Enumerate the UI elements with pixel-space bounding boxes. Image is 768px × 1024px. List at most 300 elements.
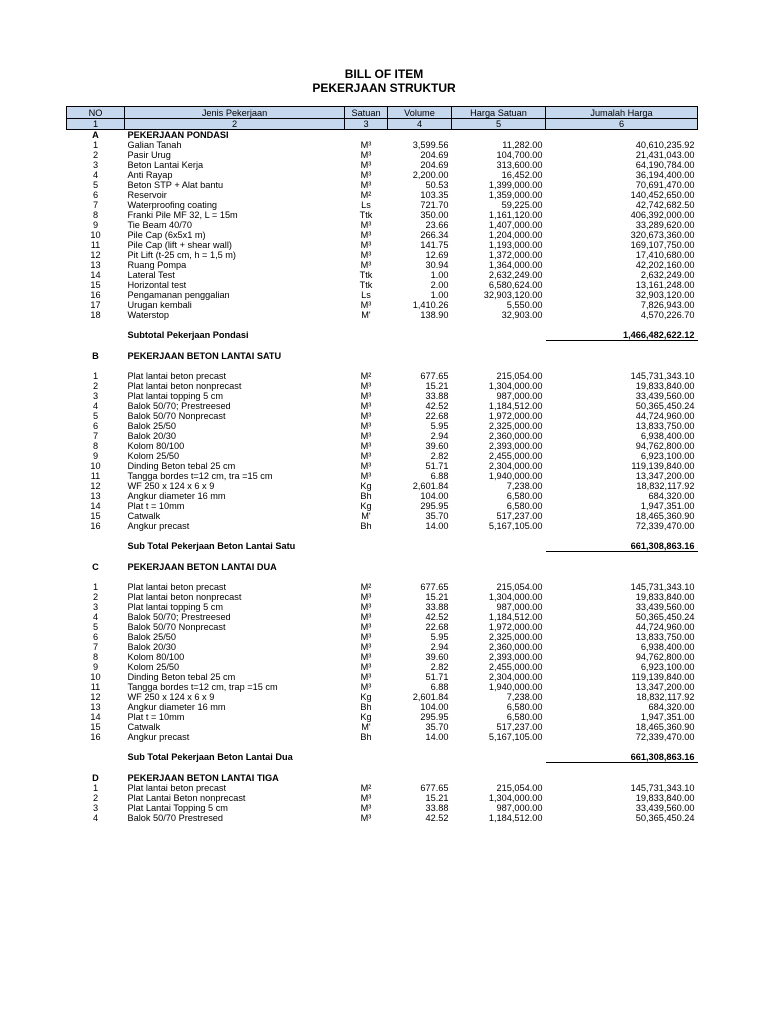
section-code: A	[92, 130, 99, 140]
item-total: 36,194,400.00	[635, 170, 695, 180]
item-volume: 2,601.84	[412, 692, 449, 702]
table-row	[67, 582, 698, 592]
item-volume: 266.34	[420, 230, 449, 240]
item-no: 15	[90, 722, 101, 732]
empty-cell	[452, 763, 546, 774]
item-total: 50,365,450.24	[635, 612, 695, 622]
col-number: 1	[67, 119, 125, 130]
table-row	[67, 280, 698, 290]
item-volume: 22.68	[425, 622, 449, 632]
item-total: 18,465,360.90	[635, 722, 695, 732]
item-no: 15	[90, 280, 101, 290]
item-no: 8	[92, 210, 99, 220]
item-total: 13,833,750.00	[635, 421, 695, 431]
empty-cell	[452, 351, 546, 361]
table-row	[67, 813, 698, 823]
item-job: Plat t = 10mm	[127, 501, 185, 511]
empty-cell	[388, 572, 452, 582]
empty-cell	[452, 130, 546, 141]
table-row	[67, 692, 698, 702]
item-unit-price: 6,580.00	[506, 702, 543, 712]
empty-cell	[452, 361, 546, 371]
item-total: 140,452,650.00	[630, 190, 695, 200]
item-unit-price: 32,903,120.00	[483, 290, 543, 300]
table-row	[67, 612, 698, 622]
item-unit: M³	[360, 381, 372, 391]
item-no: 1	[92, 140, 99, 150]
item-no: 4	[92, 813, 99, 823]
item-unit-price: 1,304,000.00	[488, 592, 543, 602]
item-job: Angkur diameter 16 mm	[127, 491, 226, 501]
item-volume: 22.68	[425, 411, 449, 421]
item-no: 6	[92, 632, 99, 642]
table-row	[67, 240, 698, 250]
item-unit-price: 1,193,000.00	[488, 240, 543, 250]
item-total: 684,320.00	[648, 491, 695, 501]
item-total: 72,339,470.00	[635, 521, 695, 531]
item-unit-price: 2,360,000.00	[488, 431, 543, 441]
table-row	[67, 471, 698, 481]
table-row	[67, 391, 698, 401]
empty-cell	[388, 361, 452, 371]
empty-cell	[546, 351, 698, 361]
item-unit: M³	[360, 391, 372, 401]
empty-cell	[345, 562, 388, 572]
item-volume: 14.00	[425, 521, 449, 531]
item-job: Urugan kembali	[127, 300, 192, 310]
item-unit: M³	[360, 300, 372, 310]
table-row	[67, 672, 698, 682]
item-unit: Ls	[361, 290, 371, 300]
empty-cell	[546, 531, 698, 541]
item-job: Plat lantai beton precast	[127, 783, 227, 793]
table-row	[67, 662, 698, 672]
item-total: 6,938,400.00	[640, 642, 695, 652]
item-total: 13,347,200.00	[635, 471, 695, 481]
item-unit-price: 1,304,000.00	[488, 793, 543, 803]
empty-cell	[452, 320, 546, 330]
empty-cell	[546, 130, 698, 141]
item-job: Kolom 80/100	[127, 441, 185, 451]
item-unit: M³	[360, 672, 372, 682]
item-job: Dinding Beton tebal 25 cm	[127, 672, 236, 682]
item-total: 13,161,248.00	[635, 280, 695, 290]
item-no: 4	[92, 612, 99, 622]
item-unit: M'	[361, 511, 371, 521]
item-unit: M³	[360, 793, 372, 803]
item-job: Dinding Beton tebal 25 cm	[127, 461, 236, 471]
item-total: 42,202,160.00	[635, 260, 695, 270]
item-unit-price: 1,359,000.00	[488, 190, 543, 200]
item-no: 18	[90, 310, 101, 320]
item-unit: M³	[360, 682, 372, 692]
item-volume: 677.65	[420, 371, 449, 381]
table-row	[67, 401, 698, 411]
item-unit-price: 16,452.00	[501, 170, 543, 180]
col-number: 5	[452, 119, 546, 130]
item-no: 9	[92, 451, 99, 461]
table-row	[67, 682, 698, 692]
table-row	[67, 511, 698, 521]
item-volume: 104.00	[420, 702, 449, 712]
item-job: Pit Lift (t-25 cm, h = 1,5 m)	[127, 250, 236, 260]
spacer-row	[67, 531, 698, 541]
item-volume: 42.52	[425, 612, 449, 622]
item-job: WF 250 x 124 x 6 x 9	[127, 692, 215, 702]
spacer-row	[67, 742, 698, 752]
item-no: 1	[92, 582, 99, 592]
subtotal-row	[67, 752, 698, 763]
item-volume: 51.71	[425, 672, 449, 682]
item-total: 18,832,117.92	[636, 481, 695, 491]
item-volume: 103.35	[420, 190, 449, 200]
empty-cell	[67, 752, 125, 763]
spacer-row	[67, 320, 698, 330]
item-job: Balok 20/30	[127, 642, 177, 652]
item-volume: 15.21	[425, 793, 449, 803]
item-unit-price: 215,054.00	[496, 783, 543, 793]
table-row	[67, 230, 698, 240]
item-no: 10	[90, 672, 101, 682]
empty-cell	[388, 351, 452, 361]
empty-cell	[345, 763, 388, 774]
empty-cell	[546, 742, 698, 752]
item-no: 8	[92, 652, 99, 662]
col-number: 3	[345, 119, 388, 130]
table-row	[67, 411, 698, 421]
item-volume: 295.95	[420, 712, 449, 722]
item-no: 16	[90, 290, 101, 300]
item-no: 5	[92, 622, 99, 632]
empty-cell	[345, 742, 388, 752]
col-number: 6	[546, 119, 698, 130]
empty-cell	[546, 763, 698, 774]
empty-cell	[452, 572, 546, 582]
item-unit: M³	[360, 240, 372, 250]
empty-cell	[67, 531, 125, 541]
subtotal-value: 1,466,482,622.12	[546, 330, 698, 341]
table-row	[67, 180, 698, 190]
empty-cell	[67, 341, 125, 352]
item-unit-price: 6,580.00	[506, 712, 543, 722]
table-row	[67, 491, 698, 501]
item-no: 3	[92, 602, 99, 612]
item-total: 50,365,450.24	[635, 401, 695, 411]
section-code: D	[92, 773, 99, 783]
item-unit-price: 7,238.00	[506, 692, 543, 702]
item-volume: 2,200.00	[412, 170, 449, 180]
item-job: Balok 50/70; Prestreesed	[127, 401, 231, 411]
item-total: 6,938,400.00	[640, 431, 695, 441]
item-unit-price: 1,399,000.00	[488, 180, 543, 190]
item-job: Kolom 80/100	[127, 652, 185, 662]
item-no: 16	[90, 732, 101, 742]
item-job: Kolom 25/50	[127, 662, 180, 672]
section-code: B	[92, 351, 99, 361]
item-volume: 141.75	[420, 240, 449, 250]
item-no: 7	[92, 200, 99, 210]
item-unit-price: 517,237.00	[496, 511, 543, 521]
item-volume: 15.21	[425, 381, 449, 391]
item-unit: M³	[360, 421, 372, 431]
item-total: 169,107,750.00	[630, 240, 695, 250]
item-job: Pengamanan penggalian	[127, 290, 230, 300]
table-row	[67, 722, 698, 732]
item-volume: 104.00	[420, 491, 449, 501]
item-total: 119,139,840.00	[631, 461, 695, 471]
item-no: 14	[90, 712, 101, 722]
item-volume: 50.53	[425, 180, 449, 190]
item-unit: Bh	[360, 491, 372, 501]
empty-cell	[345, 572, 388, 582]
item-job: Tie Beam 40/70	[127, 220, 193, 230]
item-job: Plat Lantai Topping 5 cm	[127, 803, 228, 813]
col-header-total: Jumalah Harga	[546, 107, 698, 119]
empty-cell	[125, 742, 345, 752]
empty-cell	[452, 562, 546, 572]
item-unit-price: 215,054.00	[496, 582, 543, 592]
item-unit-price: 5,167,105.00	[488, 521, 543, 531]
item-volume: 39.60	[425, 441, 449, 451]
item-job: Lateral Test	[127, 270, 175, 280]
item-total: 13,347,200.00	[635, 682, 695, 692]
item-unit: M³	[360, 602, 372, 612]
item-total: 6,923,100.00	[640, 662, 695, 672]
item-job: Balok 20/30	[127, 431, 177, 441]
item-unit: M³	[360, 642, 372, 652]
item-unit: M²	[360, 582, 372, 592]
item-volume: 6.88	[430, 682, 449, 692]
item-unit-price: 215,054.00	[496, 371, 543, 381]
item-unit-price: 6,580.00	[506, 491, 543, 501]
item-no: 3	[92, 803, 99, 813]
col-number: 2	[125, 119, 345, 130]
empty-cell	[345, 351, 388, 361]
item-job: Reservoir	[127, 190, 167, 200]
table-row	[67, 592, 698, 602]
item-no: 2	[92, 150, 99, 160]
section-title: PEKERJAAN BETON LANTAI DUA	[127, 562, 277, 572]
item-volume: 51.71	[425, 461, 449, 471]
item-total: 33,289,620.00	[635, 220, 695, 230]
item-unit: M³	[360, 431, 372, 441]
item-volume: 721.70	[420, 200, 449, 210]
item-unit-price: 6,580,624.00	[488, 280, 543, 290]
empty-cell	[546, 562, 698, 572]
empty-cell	[452, 552, 546, 563]
item-total: 94,762,800.00	[635, 652, 695, 662]
item-unit: Bh	[360, 702, 372, 712]
item-unit-price: 2,455,000.00	[488, 451, 543, 461]
item-unit: Bh	[360, 521, 372, 531]
item-volume: 42.52	[425, 813, 449, 823]
item-unit: M³	[360, 662, 372, 672]
table-row	[67, 793, 698, 803]
empty-cell	[452, 742, 546, 752]
col-header-unit: Satuan	[345, 107, 388, 119]
item-unit-price: 59,225.00	[501, 200, 543, 210]
table-row	[67, 220, 698, 230]
item-no: 2	[92, 592, 99, 602]
table-row	[67, 521, 698, 531]
item-no: 7	[92, 431, 99, 441]
subtotal-row	[67, 541, 698, 552]
item-job: Plat t = 10mm	[127, 712, 185, 722]
spacer-row	[67, 572, 698, 582]
item-unit-price: 2,304,000.00	[488, 461, 543, 471]
table-row	[67, 461, 698, 471]
item-total: 1,947,351.00	[640, 712, 695, 722]
table-row	[67, 170, 698, 180]
item-total: 19,833,840.00	[635, 381, 695, 391]
item-unit: M³	[360, 612, 372, 622]
item-no: 15	[90, 511, 101, 521]
item-no: 5	[92, 411, 99, 421]
item-job: Plat lantai beton nonprecast	[127, 592, 242, 602]
item-unit-price: 2,455,000.00	[488, 662, 543, 672]
item-volume: 2.94	[430, 431, 449, 441]
item-unit-price: 2,360,000.00	[488, 642, 543, 652]
item-no: 11	[90, 471, 101, 481]
item-unit-price: 987,000.00	[496, 803, 543, 813]
item-job: Plat lantai topping 5 cm	[127, 391, 224, 401]
item-unit-price: 313,600.00	[496, 160, 543, 170]
item-unit: M'	[361, 722, 371, 732]
item-total: 72,339,470.00	[635, 732, 695, 742]
table-body	[67, 130, 698, 824]
empty-cell	[452, 531, 546, 541]
item-unit: M³	[360, 140, 372, 150]
item-no: 9	[92, 662, 99, 672]
empty-cell	[67, 572, 125, 582]
item-unit-price: 2,325,000.00	[488, 632, 543, 642]
item-job: Horizontal test	[127, 280, 187, 290]
item-volume: 30.94	[425, 260, 449, 270]
item-total: 64,190,784.00	[635, 160, 695, 170]
item-unit-price: 2,304,000.00	[488, 672, 543, 682]
table-row	[67, 642, 698, 652]
subtotal-label: Sub Total Pekerjaan Beton Lantai Satu	[127, 541, 296, 552]
item-no: 10	[90, 461, 101, 471]
item-job: Tangga bordes t=12 cm, tra =15 cm	[127, 471, 273, 481]
item-unit-price: 1,372,000.00	[488, 250, 543, 260]
empty-cell	[67, 330, 125, 341]
item-job: Anti Rayap	[127, 170, 173, 180]
item-volume: 3,599.56	[412, 140, 449, 150]
subtotal-value: 661,308,863.16	[546, 752, 698, 763]
item-total: 320,673,360.00	[630, 230, 695, 240]
table-row	[67, 371, 698, 381]
item-volume: 1.00	[430, 270, 449, 280]
table-row	[67, 160, 698, 170]
empty-cell	[546, 773, 698, 783]
table-row	[67, 732, 698, 742]
document-subtitle: PEKERJAAN STRUKTUR	[312, 81, 456, 95]
table-row	[67, 481, 698, 491]
item-no: 8	[92, 441, 99, 451]
empty-cell	[345, 130, 388, 141]
item-volume: 5.95	[430, 421, 449, 431]
item-total: 18,465,360.90	[635, 511, 695, 521]
item-volume: 6.88	[430, 471, 449, 481]
item-no: 12	[90, 250, 101, 260]
item-volume: 2.00	[430, 280, 449, 290]
item-no: 9	[92, 220, 99, 230]
item-no: 5	[92, 180, 99, 190]
item-unit-price: 517,237.00	[496, 722, 543, 732]
item-unit: M³	[360, 220, 372, 230]
item-volume: 33.88	[425, 391, 449, 401]
table-row	[67, 431, 698, 441]
empty-cell	[546, 320, 698, 330]
item-unit: M³	[360, 451, 372, 461]
item-unit-price: 7,238.00	[506, 481, 543, 491]
item-no: 3	[92, 391, 99, 401]
item-unit-price: 1,161,120.00	[488, 210, 543, 220]
table-row	[67, 310, 698, 320]
item-unit: M³	[360, 632, 372, 642]
empty-cell	[67, 552, 125, 563]
item-total: 6,923,100.00	[640, 451, 695, 461]
item-unit: M³	[360, 160, 372, 170]
col-header-job: Jenis Pekerjaan	[125, 107, 345, 119]
item-unit: M³	[360, 652, 372, 662]
item-no: 6	[92, 190, 99, 200]
item-no: 12	[90, 481, 101, 491]
empty-cell	[125, 572, 345, 582]
item-job: Franki Pile MF 32, L = 15m	[127, 210, 238, 220]
item-volume: 138.90	[420, 310, 449, 320]
table-row	[67, 140, 698, 150]
item-total: 44,724,960.00	[635, 622, 695, 632]
item-job: Beton Lantai Kerja	[127, 160, 204, 170]
col-header-unit-price: Harga Satuan	[452, 107, 546, 119]
item-unit-price: 1,184,512.00	[488, 612, 543, 622]
item-total: 19,833,840.00	[635, 793, 695, 803]
item-no: 1	[92, 371, 99, 381]
empty-cell	[345, 531, 388, 541]
table-row	[67, 290, 698, 300]
item-unit: M³	[360, 461, 372, 471]
item-unit: M³	[360, 180, 372, 190]
item-volume: 1,410.26	[412, 300, 449, 310]
item-volume: 677.65	[420, 783, 449, 793]
item-unit: M³	[360, 250, 372, 260]
item-volume: 2.82	[430, 451, 449, 461]
table-row	[67, 702, 698, 712]
item-total: 7,826,943.00	[640, 300, 695, 310]
item-volume: 204.69	[420, 160, 449, 170]
table-row	[67, 803, 698, 813]
empty-cell	[345, 361, 388, 371]
empty-cell	[125, 531, 345, 541]
item-total: 684,320.00	[648, 702, 695, 712]
table-row	[67, 210, 698, 220]
table-row	[67, 150, 698, 160]
item-volume: 23.66	[425, 220, 449, 230]
empty-cell	[67, 742, 125, 752]
item-volume: 2.94	[430, 642, 449, 652]
item-total: 4,570,226.70	[640, 310, 695, 320]
empty-cell	[67, 541, 125, 552]
item-unit: Kg	[360, 501, 372, 511]
item-unit-price: 1,364,000.00	[488, 260, 543, 270]
empty-cell	[125, 361, 345, 371]
item-no: 13	[90, 260, 101, 270]
item-unit-price: 104,700.00	[496, 150, 543, 160]
item-no: 2	[92, 793, 99, 803]
table-row	[67, 270, 698, 280]
